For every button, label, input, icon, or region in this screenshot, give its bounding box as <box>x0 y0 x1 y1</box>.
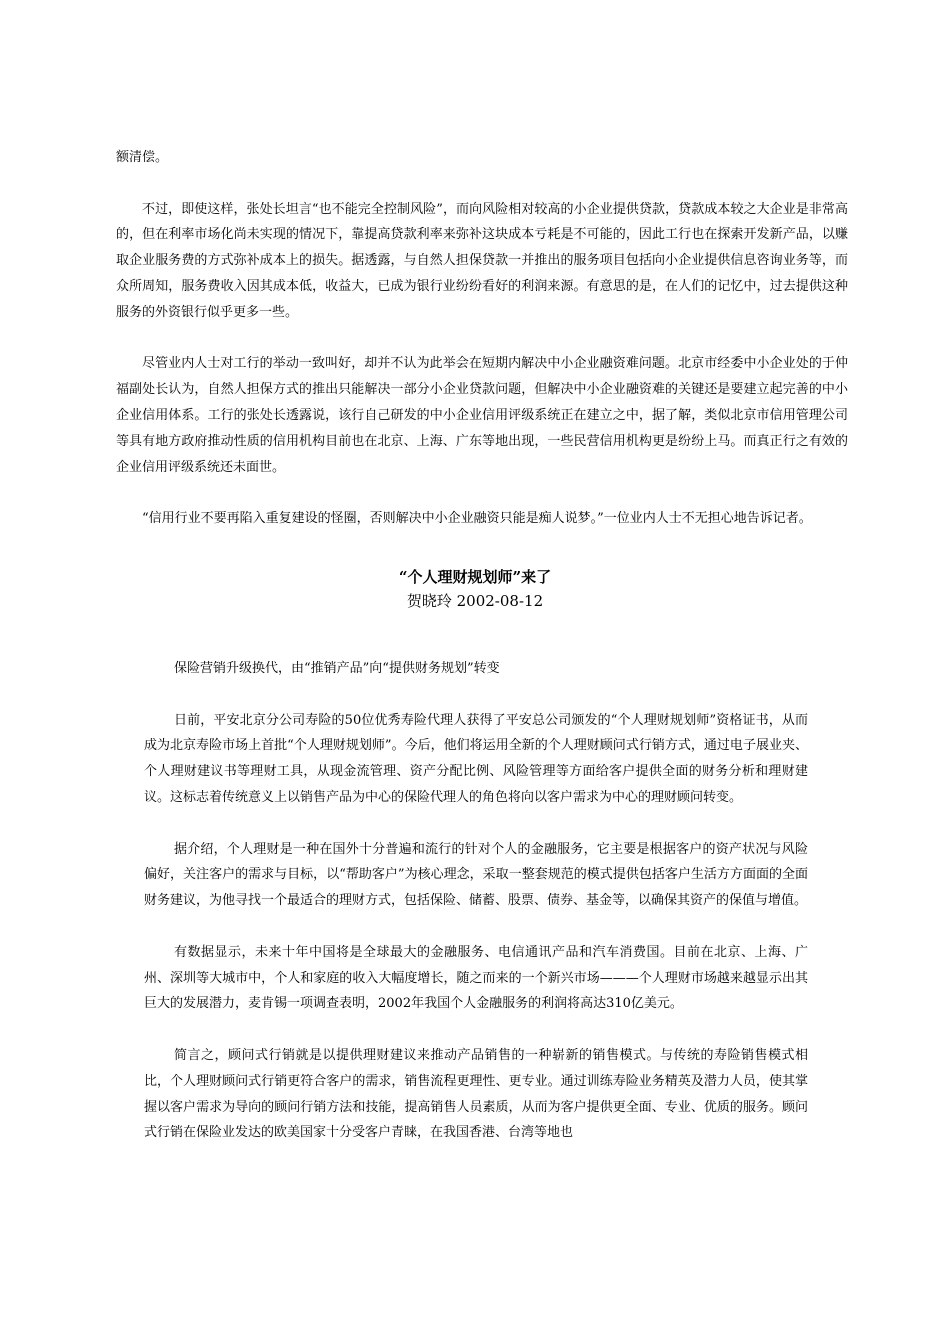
paragraph: 日前，平安北京分公司寿险的50位优秀寿险代理人获得了平安总公司颁发的“个人理财规划师”资格证书，从而成为北京寿险市场上首批“个人理财规划师”。今后，他们将运用全新的个人理财顾问式行销方式，通过电子展业夹、个人理财建议书等理财工具，从现金流管理、资产分配比例、风险管理等方面给客户提供全面的财务分析和理财建议。这标志着传统意义上以销售产品为中心的保险代理人的角色将向以客户需求为中心的理财顾问转变。 <box>144 712 808 805</box>
article-body <box>144 656 808 1172</box>
paragraph: 保险营销升级换代，由“推销产品”向“提供财务规划”转变 <box>174 661 500 676</box>
paragraph: 尽管业内人士对工行的举动一致叫好，却并不认为此举会在短期内解决中小企业融资难问题。北京市经委中小企业处的于仲福副处长认为，自然人担保方式的推出只能解决一部分小企业贷款问题，但解决中小企业融资难的关键还是要建立起完善的中小企业信用体系。工行的张处长透露说，该行自己研发的中小企业信用评级系统正在建立之中，据了解，类似北京市信用管理公司等具有地方政府推动性质的信用机构目前也在北京、上海、广东等地出现，一些民营信用机构更是纷纷上马。而真正行之有效的企业信用评级系统还未面世。 <box>116 356 848 475</box>
paragraph: “信用行业不要再陷入重复建设的怪圈，否则解决中小企业融资只能是痴人说梦。”一位业内人士不无担心地告诉记者。 <box>142 511 812 527</box>
paragraph: 简言之，顾问式行销就是以提供理财建议来推动产品销售的一种崭新的销售模式。与传统的寿险销售模式相比，个人理财顾问式行销更符合客户的需求，销售流程更理性、更专业。通过训练寿险业务精英及潜力人员，使其掌握以客户需求为导向的顾问行销方法和技能，提高销售人员素质，从而为客户提供更全面、专业、优质的服务。顾问式行销在保险业发达的欧美国家十分受客户青睐，在我国香港、台湾等地也 <box>144 1047 808 1141</box>
paragraph: 额清偿。 <box>116 150 169 165</box>
article-title: “个人理财规划师”来了 <box>398 568 552 586</box>
paragraph: 不过，即使这样，张处长坦言“也不能完全控制风险”，而向风险相对较高的小企业提供贷款，贷款成本较之大企业是非常高的，但在利率市场化尚未实现的情况下，靠提高贷款利率来弥补这块成本亏耗是不可能的，因此工行也在探索开发新产品，以赚取企业服务费的方式弥补成本上的损失。据透露，与自然人担保贷款一并推出的服务项目包括向小企业提供信息咨询业务等，而众所周知，服务费收入因其成本低，收益大，已成为银行业纷纷看好的利润来源。有意思的是，在人们的记忆中，过去提供这种服务的外资银行似乎更多一些。 <box>116 201 848 320</box>
article-byline: 贺晓玲 2002-08-12 <box>406 592 544 610</box>
previous-article-body <box>116 145 848 558</box>
paragraph: 据介绍，个人理财是一种在国外十分普遍和流行的针对个人的金融服务，它主要是根据客户的资产状况与风险偏好，关注客户的需求与目标，以“帮助客户”为核心理念，采取一整套规范的模式提供包括客户生活方方面面的全面财务建议，为他寻找一个最适合的理财方式，包括保险、储蓄、股票、债券、基金等，以确保其资产的保值与增值。 <box>144 841 808 909</box>
paragraph: 有数据显示，未来十年中国将是全球最大的金融服务、电信通讯产品和汽车消费国。目前在北京、上海、广州、深圳等大城市中，个人和家庭的收入大幅度增长，随之而来的一个新兴市场———个人理财市场越来越显示出其巨大的发展潜力，麦肯锡一项调查表明，2002年我国个人金融服务的利润将高达310亿美元。 <box>144 944 808 1012</box>
